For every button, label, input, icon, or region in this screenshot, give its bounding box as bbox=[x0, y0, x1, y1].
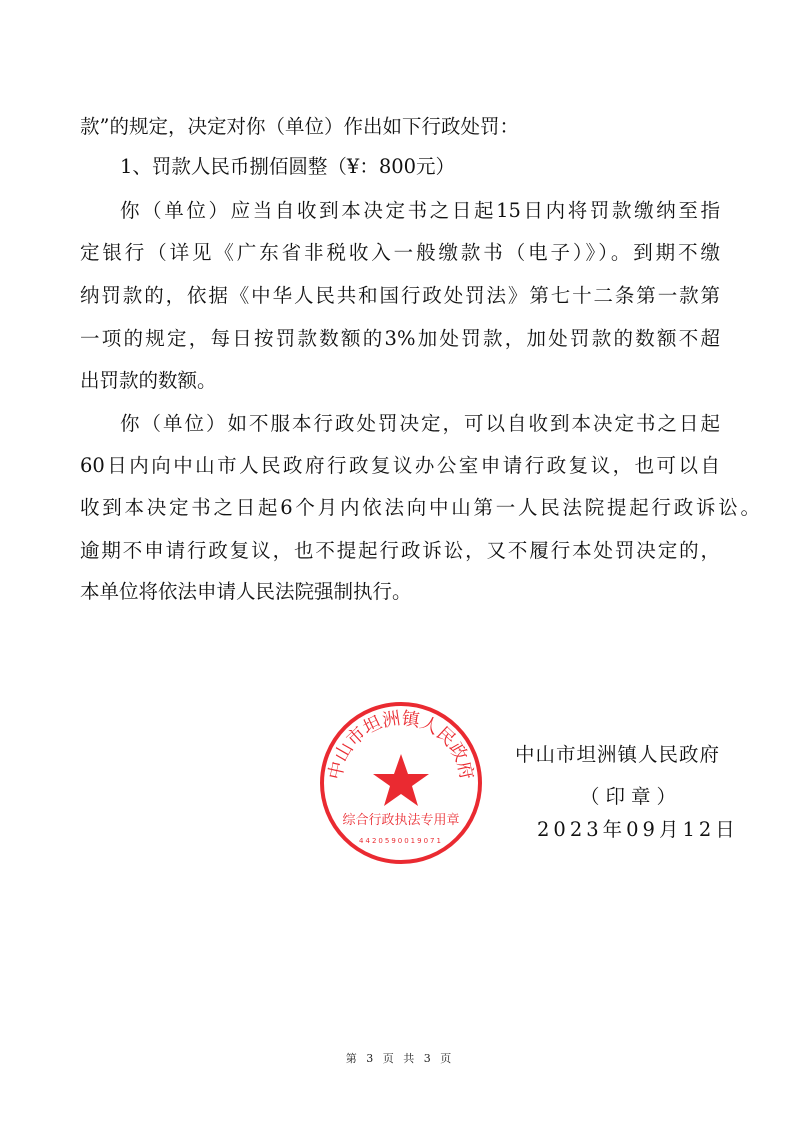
seal-code: 4420590019071 bbox=[359, 837, 443, 845]
body-line: 1、罚款人民币捌佰圆整（¥：800元） bbox=[120, 155, 456, 178]
body-line: 逾期不申请行政复议，也不提起行政诉讼，又不履行本处罚决定的， bbox=[80, 539, 720, 562]
body-line: 一项的规定，每日按罚款数额的3%加处罚款，加处罚款的数额不超 bbox=[80, 327, 720, 350]
signature-seal-note: （印章） bbox=[580, 785, 683, 808]
body-line: 定银行（详见《广东省非税收入一般缴款书（电子）》）。到期不缴 bbox=[80, 241, 720, 264]
official-seal bbox=[318, 700, 484, 866]
seal-bottom-text: 综合行政执法专用章 bbox=[342, 813, 460, 828]
signature-date: 2023年09月12日 bbox=[537, 818, 739, 841]
body-line: 你（单位）如不服本行政处罚决定，可以自收到本决定书之日起 bbox=[120, 412, 720, 435]
page-footer: 第 3 页 共 3 页 bbox=[345, 1052, 455, 1065]
body-line: 纳罚款的，依据《中华人民共和国行政处罚法》第七十二条第一款第 bbox=[80, 284, 720, 307]
body-line: 款”的规定，决定对你（单位）作出如下行政处罚： bbox=[80, 115, 519, 138]
body-line: 60日内向中山市人民政府行政复议办公室申请行政复议，也可以自 bbox=[80, 454, 720, 477]
seal-top-text: 中山市坦洲镇人民政府 bbox=[324, 708, 478, 782]
body-line: 出罚款的数额。 bbox=[80, 369, 217, 392]
body-line: 本单位将依法申请人民法院强制执行。 bbox=[80, 580, 412, 603]
body-line: 你（单位）应当自收到本决定书之日起15日内将罚款缴纳至指 bbox=[120, 199, 720, 222]
seal-star-icon bbox=[373, 754, 429, 806]
body-line: 收到本决定书之日起6个月内依法向中山第一人民法院提起行政诉讼。 bbox=[80, 496, 760, 519]
signature-org: 中山市坦洲镇人民政府 bbox=[514, 743, 720, 766]
